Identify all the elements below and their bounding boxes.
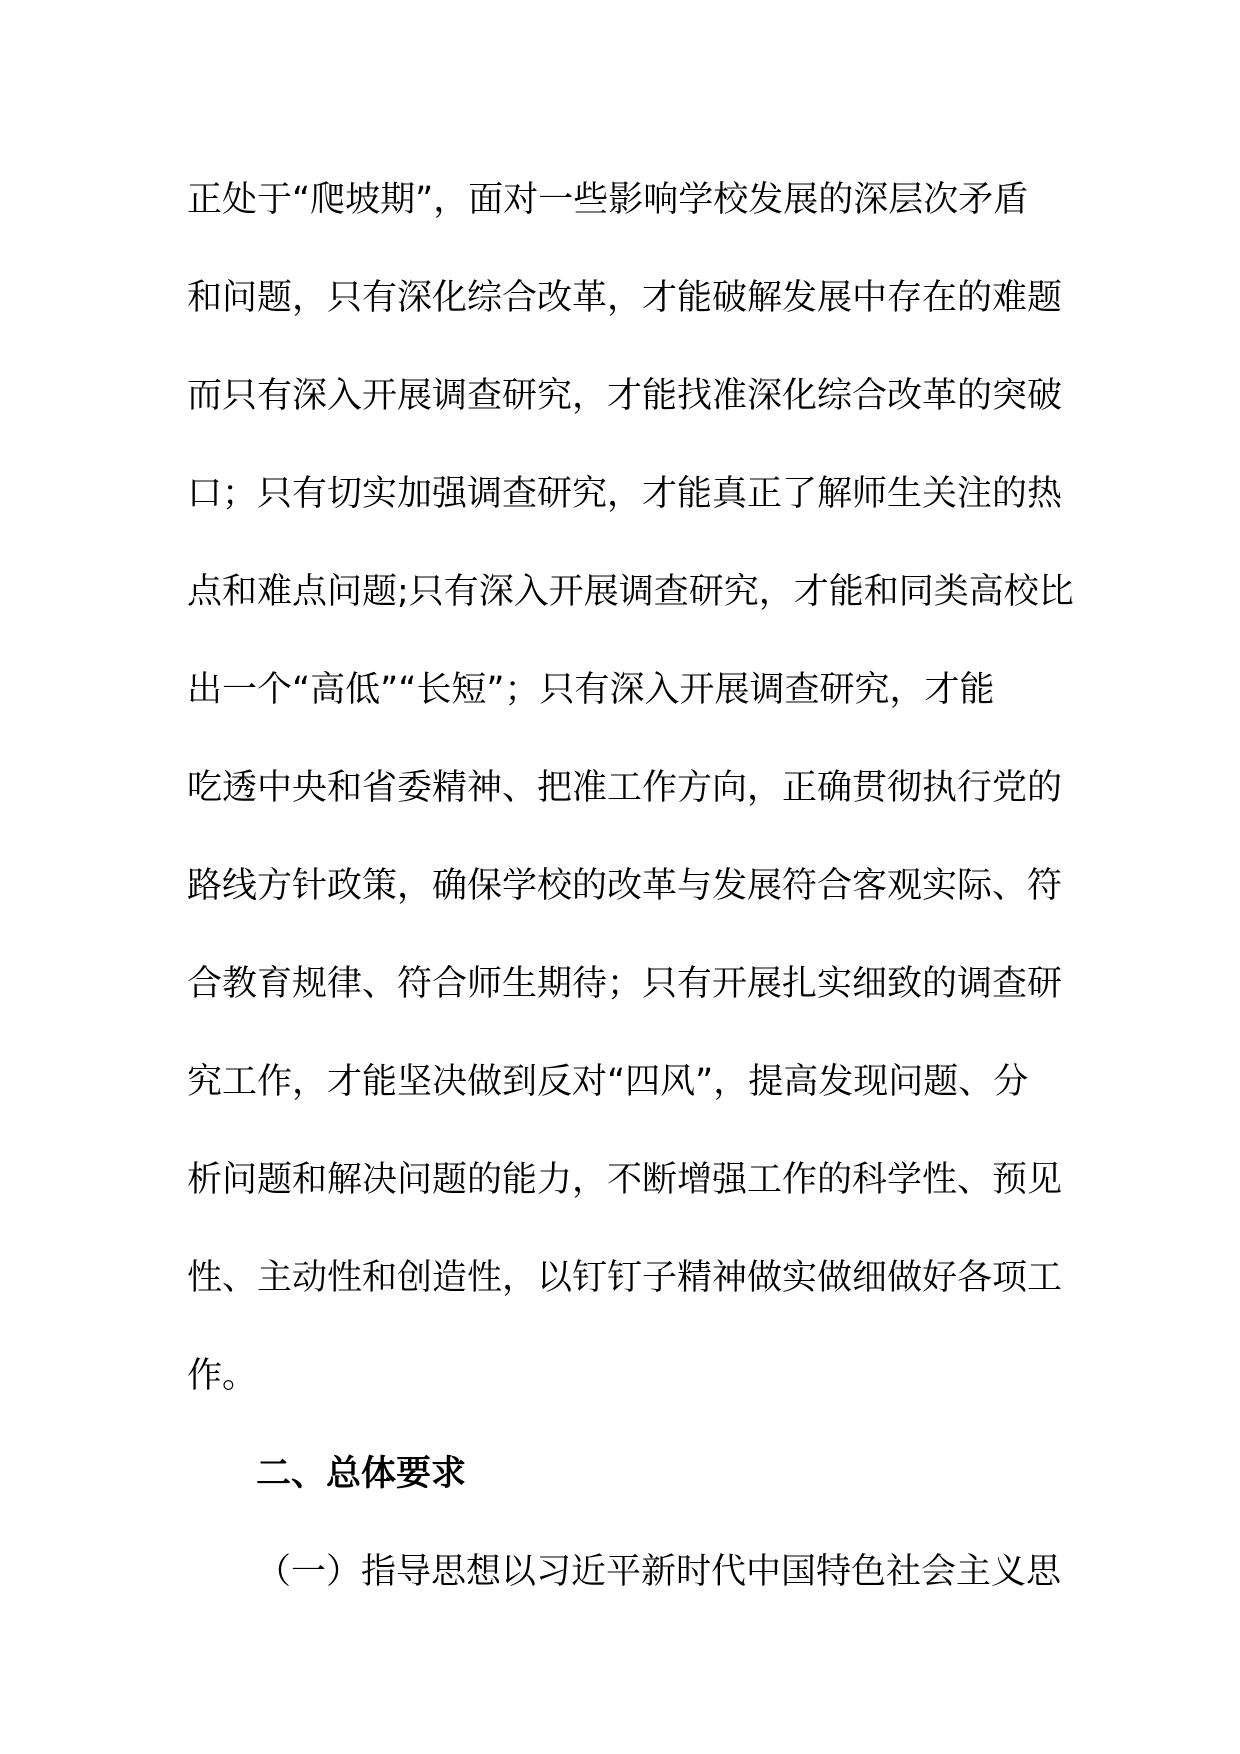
paragraph-line: 路线方针政策，确保学校的改革与发展符合客观实际、符: [187, 866, 1063, 906]
paragraph-line: 吃透中央和省委精神、把准工作方向，正确贯彻执行党的: [187, 768, 1063, 808]
document-body: [187, 170, 1074, 1640]
paragraph-line: 究工作，才能坚决做到反对“四风”，提高发现问题、分: [187, 1062, 1029, 1102]
paragraph-line: 出一个“高低”“长短”；只有深入开展调查研究，才能: [187, 670, 995, 710]
paragraph-line: 和问题，只有深化综合改革，才能破解发展中存在的难题: [187, 278, 1063, 318]
paragraph-line: 正处于“爬坡期”，面对一些影响学校发展的深层次矛盾: [187, 180, 1029, 220]
paragraph-line: 而只有深入开展调查研究，才能找准深化综合改革的突破: [187, 376, 1063, 416]
paragraph-line: 析问题和解决问题的能力，不断增强工作的科学性、预见: [187, 1160, 1063, 1200]
paragraph-line: 口；只有切实加强调查研究，才能真正了解师生关注的热: [187, 474, 1063, 514]
section-heading: 二、总体要求: [256, 1454, 467, 1494]
subsection-line: （一）指导思想以习近平新时代中国特色社会主义思: [256, 1552, 1062, 1592]
paragraph-line: 作。: [187, 1356, 258, 1396]
paragraph-line: 性、主动性和创造性，以钉钉子精神做实做细做好各项工: [187, 1258, 1063, 1298]
paragraph-line: 合教育规律、符合师生期待；只有开展扎实细致的调查研: [187, 964, 1063, 1004]
paragraph-line: 点和难点问题;只有深入开展调查研究，才能和同类高校比: [187, 572, 1074, 612]
